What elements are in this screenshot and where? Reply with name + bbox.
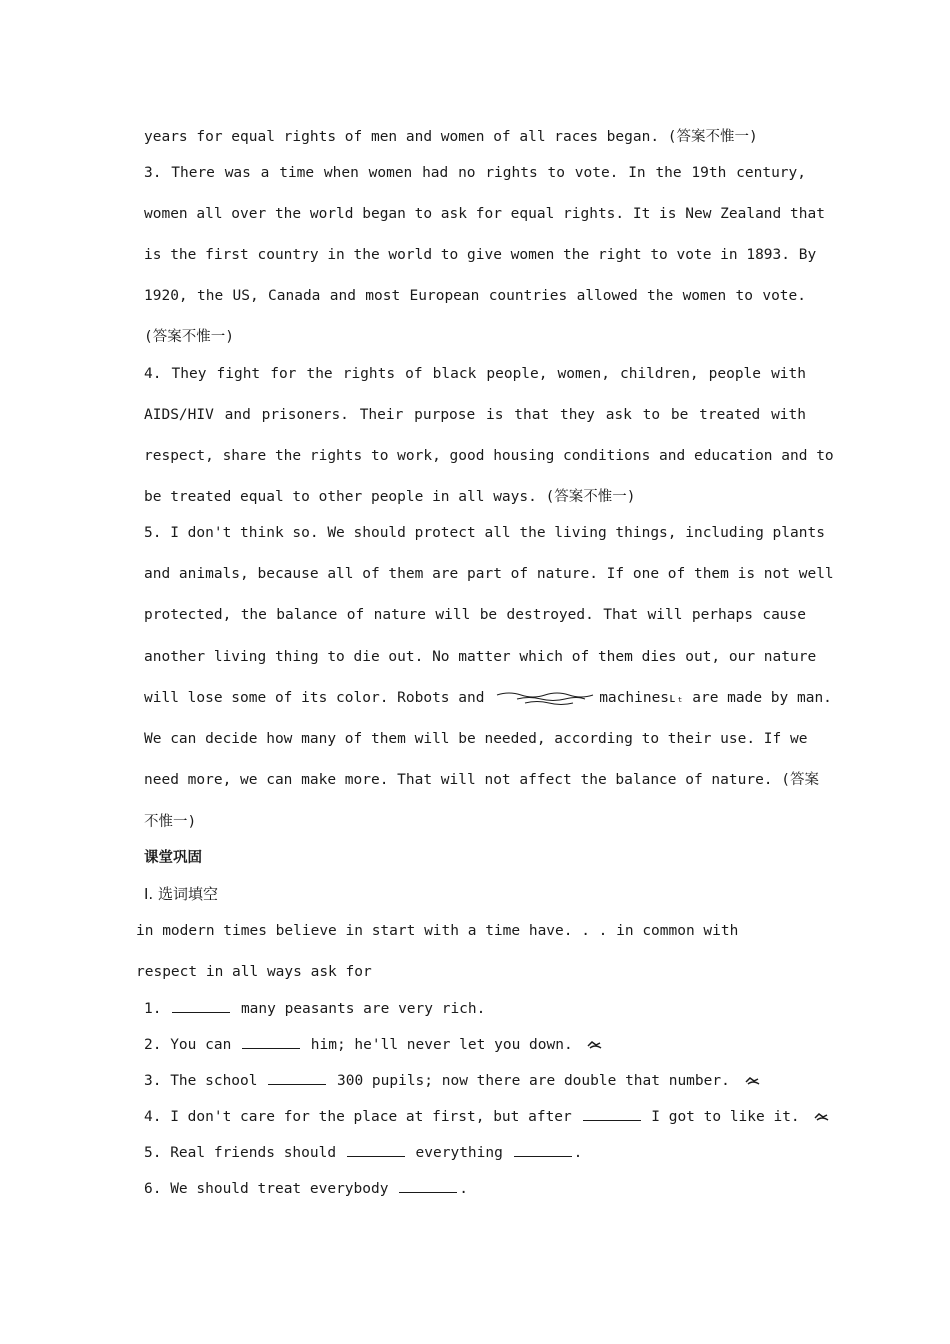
scribble-mark-icon: [814, 1112, 830, 1122]
scribble-mark-icon: [587, 1040, 603, 1050]
part-title: Ⅰ. 选词填空: [144, 885, 218, 903]
answer-5-line-8: 不惟一): [144, 814, 197, 830]
item-text: 300 pupils; now there are double that number.: [336, 1073, 730, 1089]
scribble-mark-icon: [745, 1076, 761, 1086]
item-number: 2.: [144, 1037, 162, 1053]
answer-5-line-5: [144, 689, 832, 707]
answer-blank[interactable]: [268, 1072, 326, 1085]
answer-5-line-7: need more, we can make more. That will not affect the balance of nature. (答案: [144, 772, 820, 788]
answer-blank[interactable]: [514, 1144, 572, 1157]
item-text: .: [459, 1181, 468, 1197]
answer-5-line-4: another living thing to die out. No matter which of them dies out, our nature: [144, 649, 817, 665]
robot-text-tail: are made by man.: [692, 690, 832, 706]
exercise-item-6: [144, 1180, 806, 1198]
answer-4-line-1: 4. They fight for the rights of black people, women, children, people with: [144, 366, 806, 382]
answer-5-line-2: and animals, because all of them are part of nature. If one of them is not well: [144, 566, 834, 582]
answer-3-line-3: is the first country in the world to give women the right to vote in 1893. By: [144, 247, 817, 263]
item-text: You can: [170, 1037, 232, 1053]
exercise-item-1: [144, 1000, 806, 1018]
answer-blank[interactable]: [172, 1000, 230, 1013]
answer-3-line-2: women all over the world began to ask for equal rights. It is New Zealand that: [144, 206, 825, 222]
exercise-item-5: [144, 1144, 806, 1162]
item-number: 3.: [144, 1073, 162, 1089]
answer-4-line-3: respect, share the rights to work, good housing conditions and education and to: [144, 448, 834, 464]
answer-blank[interactable]: [399, 1180, 457, 1193]
item-text: everything: [415, 1145, 503, 1161]
answer-5-line-6: We can decide how many of them will be needed, according to their use. If we: [144, 731, 808, 747]
answer-3-line-5: (答案不惟一): [144, 329, 234, 345]
robot-text-end: machines: [599, 690, 670, 706]
section-heading: 课堂巩固: [144, 850, 202, 866]
item-text: Real friends should: [170, 1145, 337, 1161]
answer-5-line-3: protected, the balance of nature will be destroyed. That will perhaps cause: [144, 607, 806, 623]
answer-blank[interactable]: [242, 1036, 300, 1049]
item-text: many peasants are very rich.: [240, 1001, 486, 1017]
edit-mark-icon: ʟₜ: [669, 691, 684, 705]
word-bank-line-2: respect in all ways ask for: [136, 964, 372, 980]
answer-5-line-1: 5. I don't think so. We should protect all the living things, including plants: [144, 525, 825, 541]
item-text: We should treat everybody: [170, 1181, 389, 1197]
exercise-item-2: [144, 1036, 806, 1054]
item-number: 5.: [144, 1145, 162, 1161]
item-number: 1.: [144, 1001, 162, 1017]
answer-4-line-4: be treated equal to other people in all ways. (答案不惟一): [144, 489, 636, 505]
answer-3-line-4: 1920, the US, Canada and most European countries allowed the women to vote.: [144, 288, 806, 304]
answer-blank[interactable]: [347, 1144, 405, 1157]
item-text: .: [573, 1145, 583, 1161]
item-number: 6.: [144, 1181, 162, 1197]
robot-text-start: will lose some of its color. Robots and: [144, 690, 485, 706]
item-text: him; he'll never let you down.: [310, 1037, 573, 1053]
item-text: The school: [170, 1073, 258, 1089]
answer-3-line-1: 3. There was a time when women had no rights to vote. In the 19th century,: [144, 165, 806, 181]
item-text: I got to like it.: [651, 1109, 800, 1125]
wavy-underline-icon: [495, 691, 597, 705]
answer-line-top: years for equal rights of men and women of all races began. (答案不惟一): [144, 129, 758, 145]
item-text: I don't care for the place at first, but after: [170, 1109, 572, 1125]
exercise-item-4: [144, 1108, 806, 1126]
item-number: 4.: [144, 1109, 162, 1125]
answer-blank[interactable]: [583, 1108, 641, 1121]
word-bank-line-1: in modern times believe in start with a time have. . . in common with: [136, 923, 739, 939]
answer-4-line-2: AIDS/HIV and prisoners. Their purpose is that they ask to be treated with: [144, 407, 806, 423]
exercise-item-3: [144, 1072, 806, 1090]
